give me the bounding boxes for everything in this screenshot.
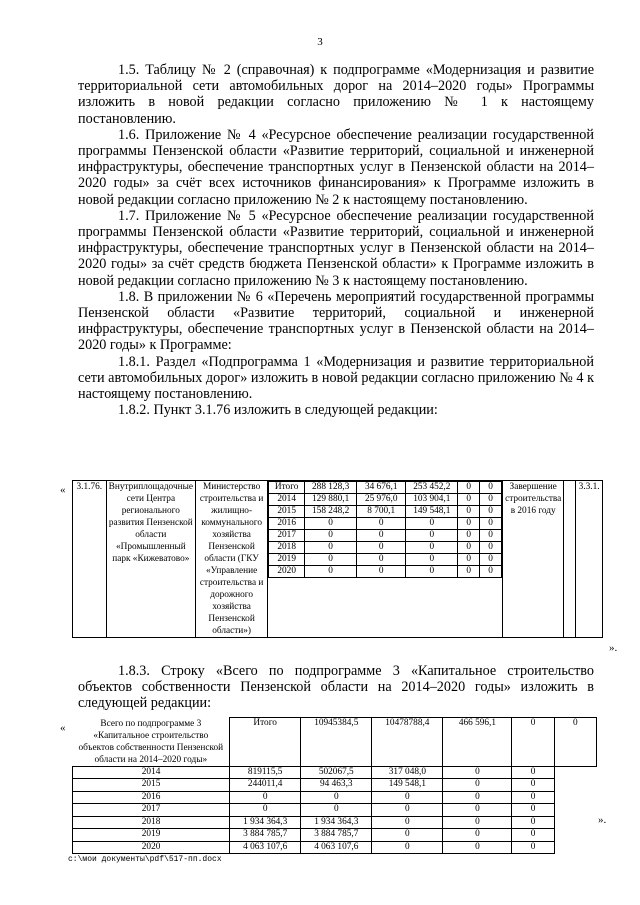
paragraph-1-8-2: 1.8.2. Пункт 3.1.76 изложить в следующей редакции: [118, 402, 438, 419]
table1-cell: 0 [305, 542, 357, 554]
table1-cell: 2016 [269, 518, 305, 530]
table2-cell: 0 [443, 816, 512, 829]
table2-cell: 317 048,0 [372, 766, 443, 779]
table1-cell: 0 [406, 554, 458, 566]
table2-cell: 0 [512, 791, 554, 804]
table1-cell: 2019 [269, 554, 305, 566]
table2-cell: 0 [443, 779, 512, 792]
table2-cell: 0 [372, 816, 443, 829]
table2-cell: 0 [301, 804, 372, 817]
table1-cell: 0 [480, 518, 502, 530]
table2-cell: 2017 [73, 804, 230, 817]
file-path-footer: c:\мои документы\pdf\517-пп.docx [68, 855, 222, 864]
table1-cell: 0 [305, 554, 357, 566]
table2-cell: 0 [443, 804, 512, 817]
table1-cell: 0 [458, 554, 480, 566]
table1-cell: 0 [357, 530, 406, 542]
paragraph-1-8: 1.8. В приложении № 6 «Перечень мероприятий государственной программы Пензенской области «Развитие территорий, социальной и инженерной инфраструктуры, обеспечение транспортных услуг в Пензенской области на 2014–2020 годы» к Программе: [78, 288, 594, 354]
table2-row [73, 718, 597, 767]
table1-cell: 0 [458, 494, 480, 506]
table-total-subprogram-3 [72, 717, 597, 854]
table2-cell: 0 [372, 841, 443, 854]
table1-row [269, 494, 502, 506]
table1-cell: 0 [305, 518, 357, 530]
table1-num: 3.1.76. [73, 481, 107, 638]
table2-cell: 819115,5 [230, 766, 301, 779]
table2-cell: 4 063 107,6 [230, 841, 301, 854]
table2-open-quote: « [60, 722, 66, 734]
page-number: 3 [317, 36, 323, 48]
table2-cell: 0 [512, 841, 554, 854]
table1-row [269, 554, 502, 566]
table2-cell: 0 [512, 804, 554, 817]
table1-cell: 0 [458, 482, 480, 494]
table2-cell: 0 [512, 718, 554, 767]
table1-cell: 0 [357, 554, 406, 566]
table1-code: 3.3.1. [576, 481, 603, 638]
table1-finance-cell [268, 481, 503, 638]
table1-cell: 103 904,1 [406, 494, 458, 506]
table1-close-quote: ». [609, 642, 618, 654]
table2-cell: 4 063 107,6 [301, 841, 372, 854]
table2-cell: 3 884 785,7 [230, 829, 301, 842]
table2-cell: 2020 [73, 841, 230, 854]
paragraph-1-6: 1.6. Приложение № 4 «Ресурсное обеспечение реализации государственной программы Пензенской области «Развитие территорий, социальной и инженерной инфраструктуры, обеспечение транспортных услуг в Пензенской области на 2014–2020 годы» за счёт всех источников финансирования» к Программе изложить в новой редакции согласно приложению № 2 к настоящему постановлению. [78, 126, 594, 208]
table1-cell: 0 [357, 542, 406, 554]
table2-cell: 0 [512, 829, 554, 842]
table2-row [73, 841, 597, 854]
table1-open-quote: « [60, 484, 66, 496]
table2-row [73, 829, 597, 842]
table1-row [269, 506, 502, 518]
table1-cell: 2014 [269, 494, 305, 506]
table2-cell: 3 884 785,7 [301, 829, 372, 842]
table1-cell: 8 700,1 [357, 506, 406, 518]
paragraph-1-5: 1.5. Таблицу № 2 (справочная) к подпрограмме «Модернизация и развитие территориальной сети автомобильных дорог на 2014–2020 годы» Программы изложить в новой редакции согласно приложению № 1 к настоящему постановлению. [78, 62, 594, 127]
table2-cell: 0 [512, 766, 554, 779]
table2-cell: 0 [230, 791, 301, 804]
table1-cell: 0 [305, 530, 357, 542]
table2-cell: 0 [372, 791, 443, 804]
table1-cell: 2015 [269, 506, 305, 518]
table1-row [269, 530, 502, 542]
table2-row [73, 804, 597, 817]
table1-cell: 288 128,3 [305, 482, 357, 494]
table1-executor: Министерство строительства и жилищно-коммунального хозяйства Пензенской области (ГКУ «Управление строительства и дорожного хозяйства Пензенской области») [196, 481, 268, 638]
table2-cell: 0 [512, 816, 554, 829]
table2-cell: 0 [443, 791, 512, 804]
table1-cell: 25 976,0 [357, 494, 406, 506]
table1-cell: 0 [480, 542, 502, 554]
table1-cell: 0 [480, 494, 502, 506]
table1-cell: 2017 [269, 530, 305, 542]
table2-cell: 2016 [73, 791, 230, 804]
table2-cell: 2019 [73, 829, 230, 842]
table2-cell: 0 [372, 829, 443, 842]
table2-cell: 0 [554, 718, 596, 767]
table2-cell: Итого [230, 718, 301, 767]
table2-row [73, 816, 597, 829]
table2-cell: 1 934 364,3 [230, 816, 301, 829]
table1-cell: 0 [480, 506, 502, 518]
table2-cell: 10478788,4 [372, 718, 443, 767]
table1-cell: 0 [458, 566, 480, 578]
table2-close-quote: ». [598, 814, 607, 826]
table1-cell: 0 [480, 554, 502, 566]
table2-cell: 0 [372, 804, 443, 817]
table2-cell: 2014 [73, 766, 230, 779]
table2-row [73, 791, 597, 804]
table2-cell: 0 [512, 779, 554, 792]
table1-result: Завершение строительства в 2016 году [503, 481, 564, 638]
table1-cell: 158 248,2 [305, 506, 357, 518]
table2-cell: 149 548,1 [372, 779, 443, 792]
table2-cell: 0 [230, 804, 301, 817]
table1-finance [268, 481, 502, 578]
table2-cell: 2018 [73, 816, 230, 829]
table1-cell: 0 [480, 566, 502, 578]
table1-row [269, 518, 502, 530]
table1-cell: 2018 [269, 542, 305, 554]
document-body [78, 62, 594, 418]
table2-row [73, 779, 597, 792]
table2-cell: 0 [443, 841, 512, 854]
table1-cell: 0 [305, 566, 357, 578]
table1-cell: 0 [458, 530, 480, 542]
table1-cell: 2020 [269, 566, 305, 578]
table2-row [73, 766, 597, 779]
table1-row [269, 482, 502, 494]
table1-cell: 253 452,2 [406, 482, 458, 494]
table1-cell: 149 548,1 [406, 506, 458, 518]
table1-cell: Итого [269, 482, 305, 494]
table1-cell: 129 880,1 [305, 494, 357, 506]
table1-row [269, 566, 502, 578]
paragraph-1-7: 1.7. Приложение № 5 «Ресурсное обеспечение реализации государственной программы Пензенской области «Развитие территорий, социальной и инженерной инфраструктуры, обеспечение транспортных услуг в Пензенской области на 2014–2020 годы» за счёт средств бюджета Пензенской области» к Программе изложить в новой редакции согласно приложению № 3 к настоящему постановлению. [78, 207, 594, 289]
paragraph-1-8-1: 1.8.1. Раздел «Подпрограмма 1 «Модернизация и развитие территориальной сети автомобильных дорог» изложить в новой редакции согласно приложению № 4 к настоящему постановлению. [78, 353, 594, 403]
table1-cell: 0 [406, 566, 458, 578]
table1-name: Внутриплощадочные сети Центра регионального развития Пензенской области «Промышленный парк «Кижеватово» [106, 481, 195, 638]
paragraph-1-8-3: 1.8.3. Строку «Всего по подпрограмме 3 «Капитальное строительство объектов собственности Пензенской области на 2014–2020 годы» изложить в следующей редакции: [78, 663, 594, 712]
table1-cell: 0 [480, 482, 502, 494]
table1-row [269, 542, 502, 554]
table1-cell: 0 [406, 530, 458, 542]
table1-cell: 0 [458, 518, 480, 530]
table2-cell: 1 934 364,3 [301, 816, 372, 829]
table2-cell: 502067,5 [301, 766, 372, 779]
table1-cell: 0 [458, 542, 480, 554]
table1-cell: 0 [406, 518, 458, 530]
table2-cell: 2015 [73, 779, 230, 792]
table2-cell: 0 [301, 791, 372, 804]
table-3-1-76 [72, 480, 603, 638]
table2-cell: 10945384,5 [301, 718, 372, 767]
table2-name: Всего по подпрограмме 3 «Капитальное строительство объектов собственности Пензенской области на 2014–2020 годы» [78, 718, 224, 765]
table2-cell: 94 463,3 [301, 779, 372, 792]
document-body-2 [78, 663, 594, 712]
table1-cell: 0 [357, 566, 406, 578]
table1-cell: 34 676,1 [357, 482, 406, 494]
table1-empty [564, 481, 576, 638]
table1-cell: 0 [458, 506, 480, 518]
table2-cell: 244011,4 [230, 779, 301, 792]
table2-cell: 0 [443, 829, 512, 842]
table2-cell: 466 596,1 [443, 718, 512, 767]
table1-cell: 0 [406, 542, 458, 554]
table1-cell: 0 [357, 518, 406, 530]
table1-cell: 0 [480, 530, 502, 542]
table2-cell: 0 [443, 766, 512, 779]
